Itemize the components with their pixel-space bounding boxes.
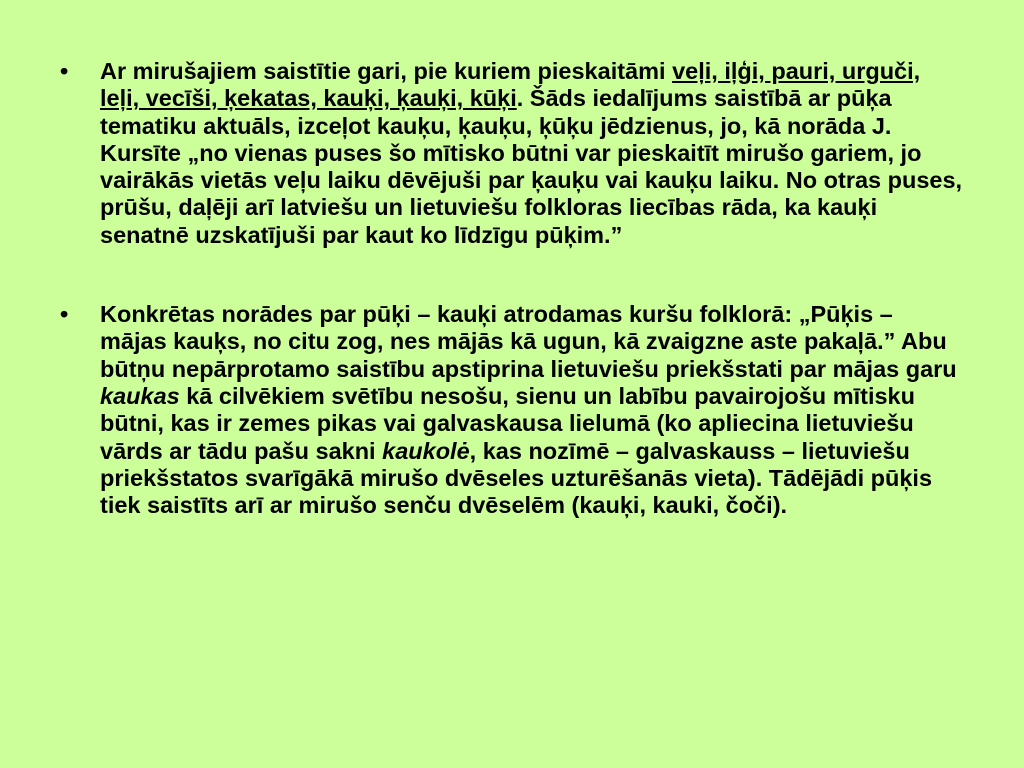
bullet-1-text-b: . Šāds iedalījums saistībā ar pūķa tematiku aktuāls, izceļot kauķu, ķauķu, ķūķu jēdzienus, jo, kā norāda J. Kursīte „no vienas puses šo mītisko būtni var pieskaitīt mirušo gariem, jo vairākās vietās veļu laiku dēvējuši par ķauķu vai kauķu laiku. No otras puses, prūšu, daļēji arī latviešu un lietuviešu folkloras liecības rāda, ka kauķi senatnē uzskatījuši par kaut ko līdzīgu pūķim.”	[100, 85, 963, 248]
bullet-1-underlined-terms: veļi, iļģi, pauri, urguči, leļi, vecīši, ķekatas, kauķi, ķauķi, kūķi	[100, 58, 921, 112]
bullet-2-text-a: Konkrētas norādes par pūķi – kauķi atrodamas kuršu folklorā: „Pūķis – mājas kauķs, no citu zog, nes mājās kā ugun, kā zvaigzne aste pakaļā.” Abu būtņu nepārprotamo saistību apstiprina lietuviešu priekšstati par mājas garu	[100, 301, 957, 382]
bullet-2-italic-kaukole: kaukolė	[382, 437, 470, 464]
bullet-list	[60, 58, 964, 519]
bullet-icon: •	[60, 301, 69, 328]
bullet-item-1	[60, 58, 964, 249]
bullet-2-text-b: kā cilvēkiem svētību nesošu, sienu un labību pavairojošu mītisku būtni, kas ir zemes pikas vai galvaskausa lielumā (ko apliecina lietuviešu vārds ar tādu pašu sakni	[100, 382, 915, 464]
bullet-2-text-c: , kas nozīmē – galvaskauss – lietuviešu priekšstatos svarīgākā mirušo dvēseles uzturēšanās vieta). Tādējādi pūķis tiek saistīts arī ar mirušo senču dvēselēm (kauķi, kauki, čoči).	[100, 437, 933, 519]
bullet-icon: •	[60, 58, 69, 84]
bullet-1-text-a: Ar mirušajiem saistītie gari, pie kuriem pieskaitāmi	[100, 58, 673, 84]
bullet-item-2	[60, 301, 964, 519]
bullet-2-italic-kaukas: kaukas	[100, 382, 180, 409]
